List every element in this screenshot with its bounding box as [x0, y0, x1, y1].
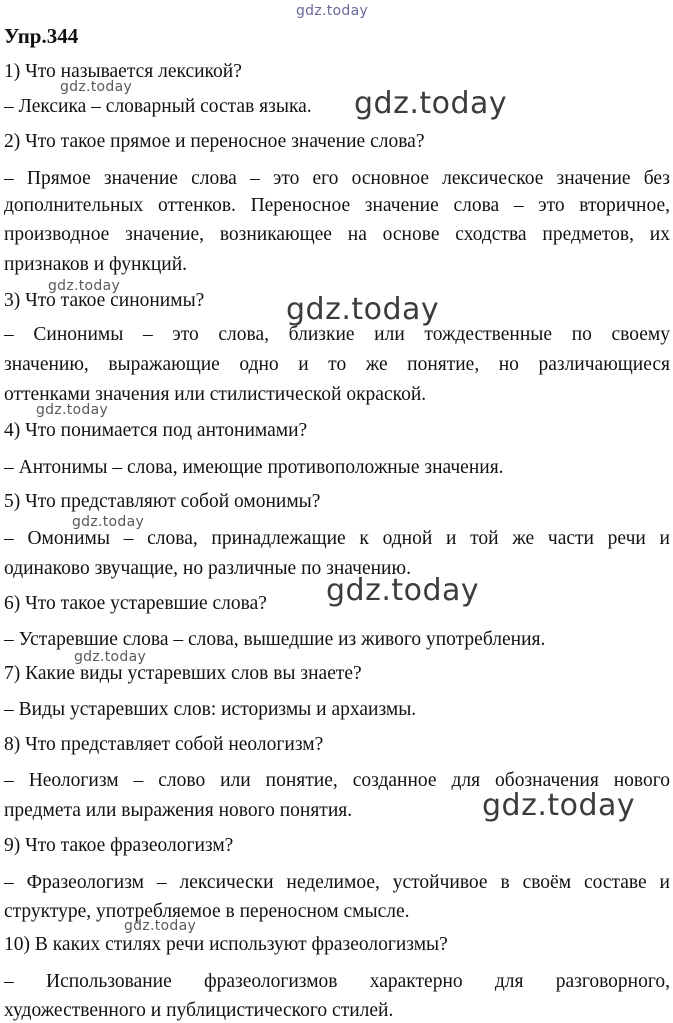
answer-4: – Антонимы – слова, имеющие противоположные значения.	[4, 457, 504, 478]
watermark: gdz.today	[48, 278, 121, 294]
watermark: gdz.today	[482, 788, 636, 823]
answer-5-line-2: одинаково звучащие, но различные по значению.	[4, 558, 411, 579]
question-6: 6) Что такое устаревшие слова?	[4, 593, 267, 614]
answer-5-line-1: – Омонимы – слова, принадлежащие к одной и той же части речи и	[4, 528, 670, 549]
question-8: 8) Что представляет собой неологизм?	[4, 734, 324, 755]
answer-10-line-1: – Использование фразеологизмов характерно для разговорного,	[4, 971, 670, 992]
question-1: 1) Что называется лексикой?	[4, 61, 242, 82]
watermark: gdz.today	[286, 292, 440, 327]
watermark: gdz.today	[296, 3, 369, 19]
watermark: gdz.today	[74, 649, 147, 665]
answer-2-line-3: производное значение, возникающее на основе сходства предметов, их	[4, 224, 670, 245]
question-4: 4) Что понимается под антонимами?	[4, 420, 308, 441]
answer-2-line-1: – Прямое значение слова – это его основное лексическое значение без	[4, 168, 670, 189]
question-9: 9) Что такое фразеологизм?	[4, 835, 234, 856]
answer-8-line-2: предмета или выражения нового понятия.	[4, 800, 353, 821]
answer-2-line-4: признаков и функций.	[4, 254, 188, 275]
answer-2-line-2: дополнительных оттенков. Переносное значение слова – это вторичное,	[4, 195, 670, 216]
watermark: gdz.today	[124, 918, 197, 934]
question-2: 2) Что такое прямое и переносное значение слова?	[4, 131, 425, 152]
answer-7: – Виды устаревших слов: историзмы и архаизмы.	[4, 699, 417, 720]
answer-10-line-2: художественного и публицистического стилей.	[4, 1000, 394, 1021]
question-3: 3) Что такое синонимы?	[4, 290, 205, 311]
answer-9-line-1: – Фразеологизм – лексически неделимое, устойчивое в своём составе и	[4, 872, 670, 893]
answer-3-line-3: оттенками значения или стилистической окраской.	[4, 384, 427, 405]
answer-9-line-2: структуре, употребляемое в переносном смысле.	[4, 901, 410, 922]
answer-3-line-1: – Синонимы – это слова, близкие или тождественные по своему	[4, 324, 670, 345]
answer-8-line-1: – Неологизм – слово или понятие, созданное для обозначения нового	[4, 770, 670, 791]
answer-1: – Лексика – словарный состав языка.	[4, 96, 312, 117]
watermark: gdz.today	[326, 573, 480, 608]
watermark: gdz.today	[354, 86, 508, 121]
watermark: gdz.today	[60, 79, 133, 95]
answer-3-line-2: значению, выражающие одно и то же понятие, но различающиеся	[4, 354, 670, 375]
watermark: gdz.today	[36, 402, 109, 418]
question-10: 10) В каких стилях речи используют фразеологизмы?	[4, 934, 448, 955]
answer-6: – Устаревшие слова – слова, вышедшие из живого употребления.	[4, 629, 546, 650]
watermark: gdz.today	[72, 514, 145, 530]
question-7: 7) Какие виды устаревших слов вы знаете?	[4, 663, 362, 684]
exercise-title: Упр.344	[4, 24, 79, 48]
question-5: 5) Что представляют собой омонимы?	[4, 491, 321, 512]
